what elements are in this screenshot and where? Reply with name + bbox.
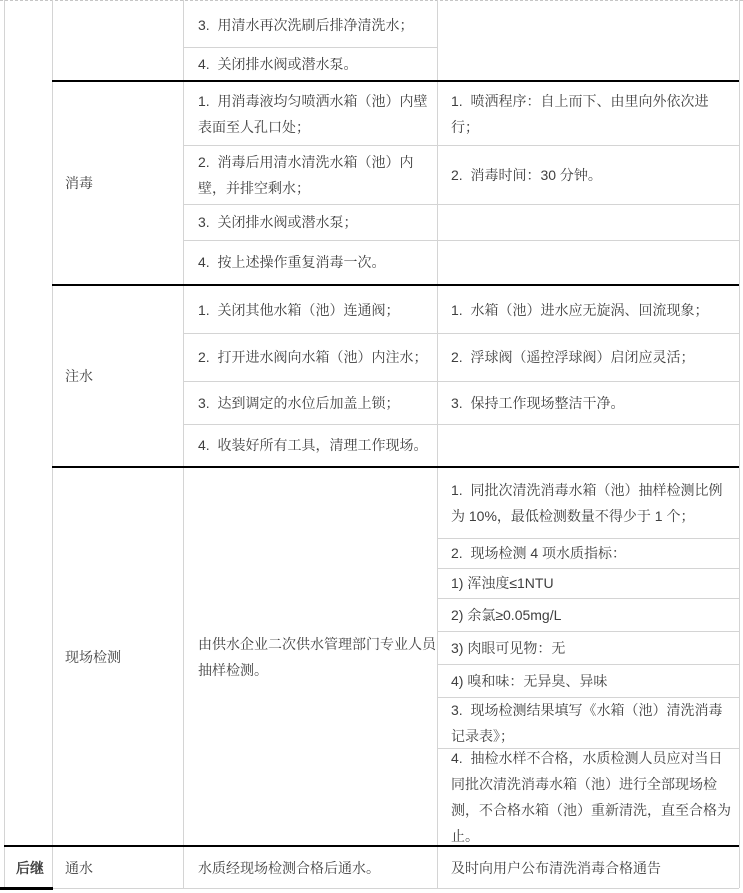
cell-zhushui-note-3: 3. 保持工作现场整洁干净。 — [451, 394, 625, 411]
cell-zhushui-step-3: 3. 达到调定的水位后加盖上锁； — [198, 394, 400, 411]
cell-jiance-indicator-4: 4) 嗅和味：无异臭、异味 — [451, 672, 608, 689]
cell-xiaodu-step-2: 2. 消毒后用清水清洗水箱（池）内壁，并排空剩水； — [198, 153, 414, 196]
cell-xiaodu-note-2: 2. 消毒时间：30 分钟。 — [451, 166, 602, 183]
row-label-xiaodu: 消毒 — [65, 175, 93, 191]
cell-top-step-3: 3. 用清水再次洗刷后排净清洗水； — [198, 16, 414, 33]
row-label-zhushui: 注水 — [65, 368, 93, 384]
cell-zhushui-step-4: 4. 收装好所有工具，清理工作现场。 — [198, 437, 428, 453]
cell-xiaodu-step-4: 4. 按上述操作重复消毒一次。 — [198, 254, 386, 270]
cell-xiaodu-step-1: 1. 用消毒液均匀喷洒水箱（池）内壁表面至人孔口处； — [198, 92, 428, 135]
cell-xiaodu-note-1: 1. 喷洒程序：自上而下、由里向外依次进行； — [451, 92, 709, 135]
table-bottom-cut-line — [52, 888, 739, 889]
row-label-houji: 后继 — [16, 859, 44, 876]
cell-xiaodu-step-3: 3. 关闭排水阀或潜水泵； — [198, 214, 358, 230]
cell-jiance-note-1: 1. 同批次清洗消毒水箱（池）抽样检测比例为 10%，最低检测数量不得少于 1 个； — [451, 482, 723, 524]
cell-jiance-indicator-1: 1) 浑浊度≤1NTU — [451, 575, 554, 591]
cell-jiance-procedure: 由供水企业二次供水管理部门专业人员抽样检测。 — [198, 635, 436, 678]
cell-zhushui-step-1: 1. 关闭其他水箱（池）连通阀； — [198, 301, 400, 318]
cell-zhushui-note-2: 2. 浮球阀（遥控浮球阀）启闭应灵活； — [451, 349, 695, 365]
cell-jiance-indicator-2: 2) 余氯≥0.05mg/L — [451, 606, 562, 623]
cell-top-step-4: 4. 关闭排水阀或潜水泵。 — [198, 55, 358, 72]
cell-jiance-note-4: 4. 抽检水样不合格，水质检测人员应对当日同批次清洗消毒水箱（池）进行全部现场检测，不合格水箱（池）重新清洗，直至合格为止。 — [451, 749, 731, 844]
cell-zhushui-note-1: 1. 水箱（池）进水应无旋涡、回流现象； — [451, 301, 709, 318]
cell-jiance-note-2: 2. 现场检测 4 项水质指标： — [451, 545, 627, 561]
cell-jiance-note-3: 3. 现场检测结果填写《水箱（池）清洗消毒记录表》； — [451, 701, 723, 744]
table-left-border — [4, 0, 5, 888]
cell-jiance-indicator-3: 3) 肉眼可见物：无 — [451, 639, 566, 656]
row-label-jiance: 现场检测 — [65, 648, 121, 665]
row-label-tongshui: 通水 — [65, 859, 93, 876]
table-right-border — [739, 0, 740, 888]
cell-houji-note: 及时向用户公布清洗消毒合格通告 — [451, 859, 661, 876]
cell-zhushui-step-2: 2. 打开进水阀向水箱（池）内注水； — [198, 349, 428, 365]
table-top-cut-border — [0, 0, 743, 1]
cell-houji-step: 水质经现场检测合格后通水。 — [198, 859, 380, 876]
